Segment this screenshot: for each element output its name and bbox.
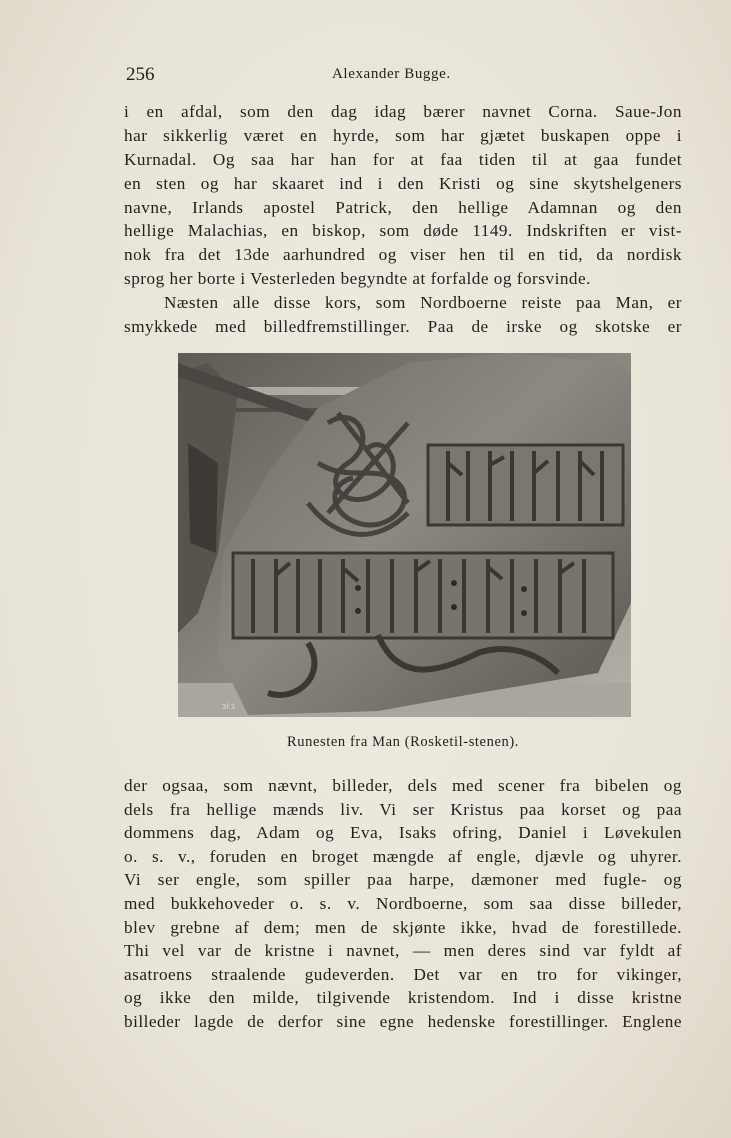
text-line: asatroens straalende gudeverden. Det var en tro for vikinger, <box>124 964 682 984</box>
text-line: o. s. v., foruden en broget mængde af engle, djævle og uhyrer. <box>124 846 682 866</box>
plate-mark: 3f.3 <box>222 703 236 711</box>
text-line: sprog her borte i Vesterleden begyndte at forfalde og forsvinde. <box>124 269 591 289</box>
text-line: hellige Malachias, en biskop, som døde 1149. Indskriften er vist- <box>124 221 682 241</box>
text-line: med bukkehoveder o. s. v. Nordboerne, som saa disse billeder, <box>124 893 682 913</box>
text-line: Vi ser engle, som spiller paa harpe, dæmoner med fugle- og <box>124 870 682 890</box>
text-line: i en afdal, som den dag idag bærer navnet Corna. Saue-Jon <box>124 102 682 121</box>
text-line: en sten og har skaaret ind i den Kristi og sine skytshelgeners <box>124 173 682 193</box>
text-line: smykkede med billedfremstillinger. Paa de irske og skotske er <box>124 317 682 337</box>
text-line: har sikkerlig været en hyrde, som har gjætet buskapen oppe i <box>124 125 682 145</box>
text-line: dels fra hellige mænds liv. Vi ser Kristus paa korset og paa <box>124 799 682 819</box>
text-line: og ikke den milde, tilgivende kristendom. Ind i disse kristne <box>124 988 682 1008</box>
running-head: Alexander Bugge. <box>332 66 451 82</box>
text-line: Thi vel var de kristne i navnet, — men deres sind var fyldt af <box>124 941 682 961</box>
text-line: nok fra det 13de aarhundred og viser hen til en tid, da nordisk <box>124 245 682 265</box>
body-text-bottom <box>124 774 682 1034</box>
text-line: Næsten alle disse kors, som Nordboerne reiste paa Man, er <box>164 293 682 313</box>
page-header <box>126 64 686 90</box>
text-line: dommens dag, Adam og Eva, Isaks ofring, Daniel i Løvekulen <box>124 823 682 843</box>
text-line: billeder lagde de derfor sine egne hedenske forestillinger. Englene <box>124 1011 682 1031</box>
text-line: blev grebne af dem; men de skjønte ikke, hvad de forestillede. <box>124 917 682 937</box>
text-line: navne, Irlands apostel Patrick, den hellige Adamnan og den <box>124 197 682 217</box>
text-line: Kurnadal. Og saa har han for at faa tiden til at gaa fundet <box>124 149 682 169</box>
page-number: 256 <box>126 64 155 85</box>
figure-caption: Runesten fra Man (Rosketil-stenen). <box>286 734 519 750</box>
body-text-top <box>124 100 682 339</box>
runestone-photo <box>178 353 631 717</box>
text-line: der ogsaa, som nævnt, billeder, dels med scener fra bibelen og <box>124 776 682 795</box>
